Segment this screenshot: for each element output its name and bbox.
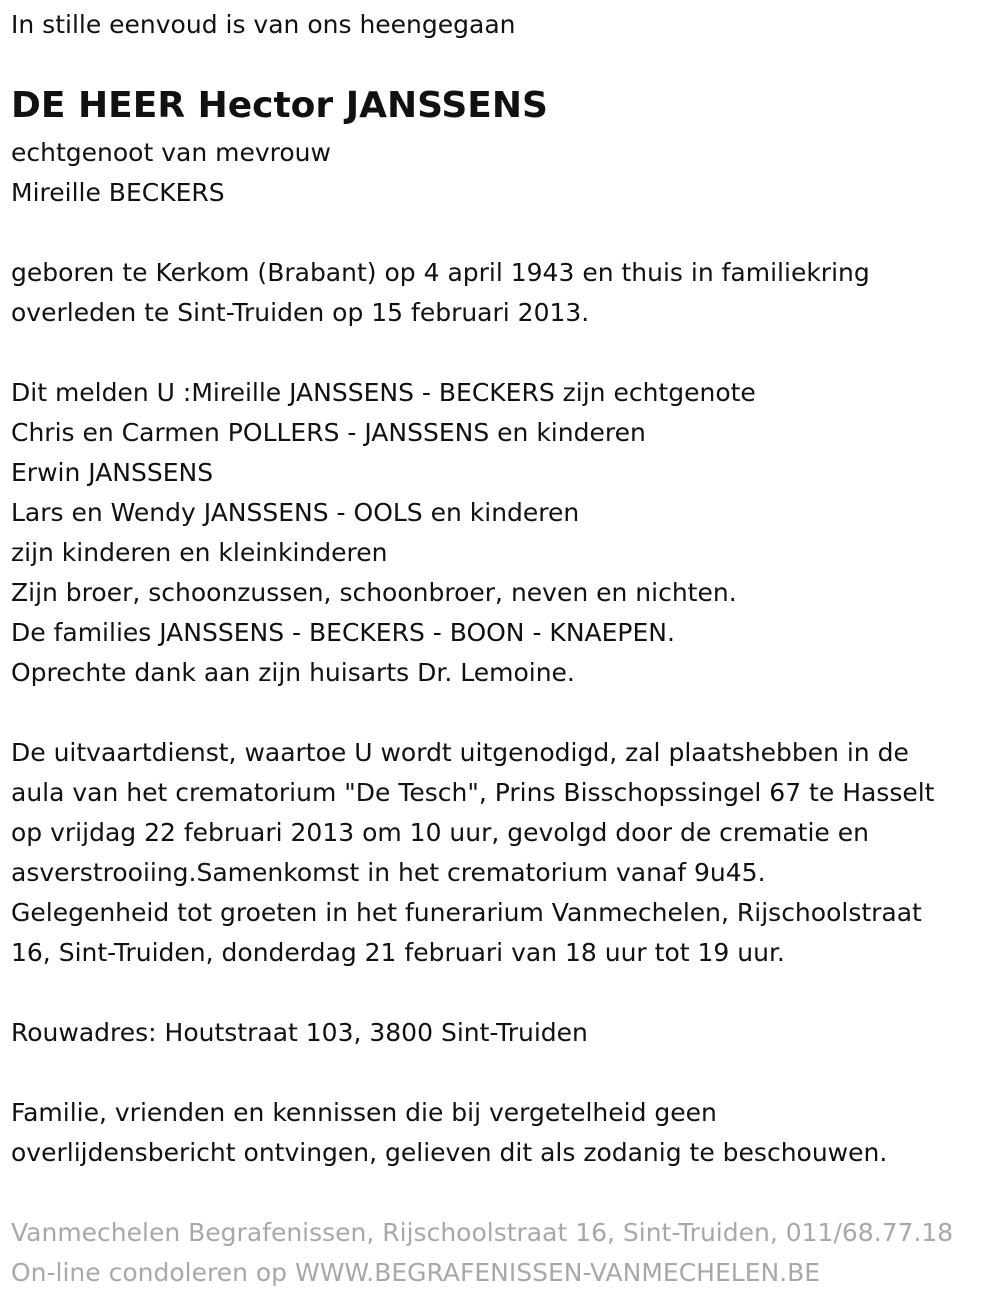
deceased-name: DE HEER Hector JANSSENS: [11, 85, 548, 126]
funeral-line: Gelegenheid tot groeten in het funerarium Vanmechelen, Rijschoolstraat: [11, 898, 922, 927]
birth-death-line: geboren te Kerkom (Brabant) op 4 april 1943 en thuis in familiekring: [11, 258, 870, 287]
spouse-block: [11, 133, 331, 213]
family-line: Lars en Wendy JANSSENS - OOLS en kinderen: [11, 498, 580, 527]
footer-block: [11, 1213, 953, 1293]
funeral-line: op vrijdag 22 februari 2013 om 10 uur, gevolgd door de crematie en: [11, 818, 869, 847]
family-line: Dit melden U :Mireille JANSSENS - BECKERS zijn echtgenote: [11, 378, 756, 407]
family-line: De families JANSSENS - BECKERS - BOON - KNAEPEN.: [11, 618, 675, 647]
funeral-line: 16, Sint-Truiden, donderdag 21 februari van 18 uur tot 19 uur.: [11, 938, 785, 967]
online-condolence-link[interactable]: On-line condoleren op WWW.BEGRAFENISSEN-VANMECHELEN.BE: [11, 1258, 821, 1287]
intro-text: In stille eenvoud is van ons heengegaan: [11, 10, 516, 39]
mourning-address: [11, 1013, 588, 1053]
family-line: Erwin JANSSENS: [11, 458, 214, 487]
funeral-line: De uitvaartdienst, waartoe U wordt uitgenodigd, zal plaatshebben in de: [11, 738, 909, 767]
notice-line: overlijdensbericht ontvingen, gelieven dit als zodanig te beschouwen.: [11, 1138, 888, 1167]
funeral-home-contact: Vanmechelen Begrafenissen, Rijschoolstraat 16, Sint-Truiden, 011/68.77.18: [11, 1218, 954, 1247]
notice-block: [11, 1093, 887, 1173]
address-line: Rouwadres: Houtstraat 103, 3800 Sint-Truiden: [11, 1018, 588, 1047]
family-line: Chris en Carmen POLLERS - JANSSENS en kinderen: [11, 418, 646, 447]
family-line: Zijn broer, schoonzussen, schoonbroer, neven en nichten.: [11, 578, 737, 607]
family-block: [11, 373, 756, 693]
family-line: zijn kinderen en kleinkinderen: [11, 538, 388, 567]
spouse-line: Mireille BECKERS: [11, 178, 225, 207]
birth-death-block: [11, 253, 870, 333]
family-line: Oprechte dank aan zijn huisarts Dr. Lemoine.: [11, 658, 575, 687]
spouse-line: echtgenoot van mevrouw: [11, 138, 331, 167]
notice-line: Familie, vrienden en kennissen die bij vergetelheid geen: [11, 1098, 717, 1127]
funeral-line: asverstrooiing.Samenkomst in het crematorium vanaf 9u45.: [11, 858, 766, 887]
funeral-line: aula van het crematorium "De Tesch", Prins Bisschopssingel 67 te Hasselt: [11, 778, 935, 807]
birth-death-line: overleden te Sint-Truiden op 15 februari 2013.: [11, 298, 590, 327]
funeral-block: [11, 733, 935, 973]
